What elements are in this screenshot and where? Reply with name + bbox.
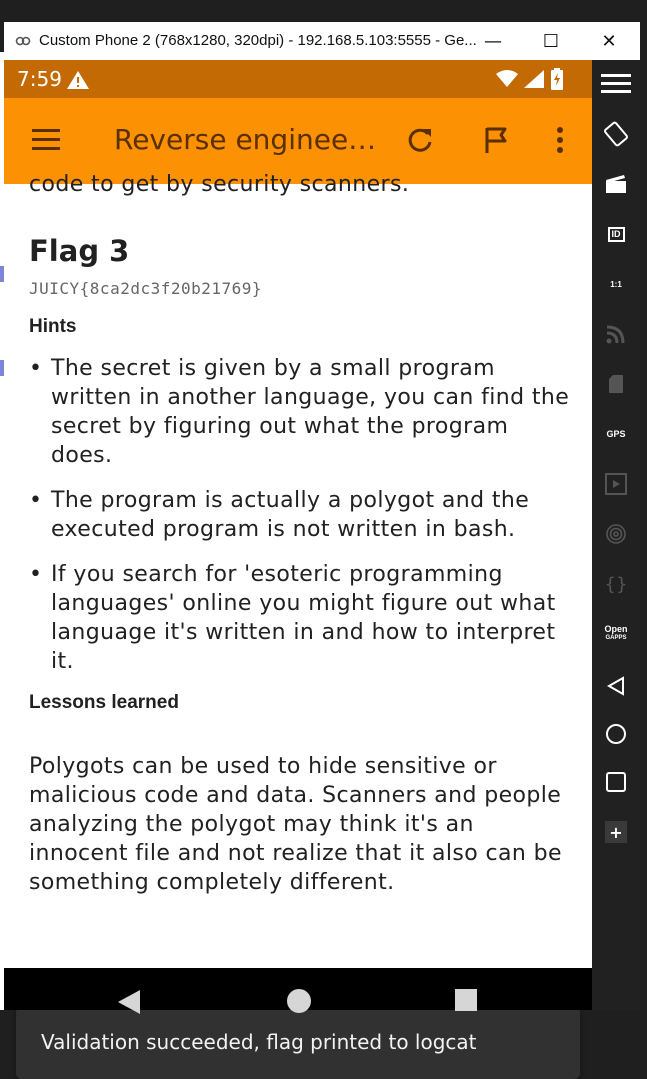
wifi-icon bbox=[496, 70, 518, 92]
partial-paragraph: code to get by security scanners. bbox=[29, 172, 410, 197]
menu-icon[interactable] bbox=[30, 126, 62, 154]
cell-signal-icon bbox=[524, 70, 544, 92]
back-icon[interactable] bbox=[598, 668, 634, 704]
gps-icon[interactable] bbox=[598, 416, 634, 452]
window-title: Custom Phone 2 (768x1280, 320dpi) - 192.168.5.103:5555 - Ge... bbox=[39, 32, 477, 49]
media-icon[interactable] bbox=[598, 466, 634, 502]
id-icon[interactable] bbox=[598, 216, 634, 252]
flag-icon[interactable] bbox=[478, 122, 514, 158]
gapps-label: GAPPS bbox=[605, 635, 627, 641]
maximize-button[interactable]: ☐ bbox=[542, 30, 560, 52]
plus-label: + bbox=[605, 821, 627, 843]
emulator-toolbar bbox=[592, 60, 640, 1010]
id-label: ID bbox=[608, 227, 625, 242]
hint-text: The secret is given by a small program written in another language, you can find the secret by figuring out what the program does. bbox=[51, 356, 570, 468]
ratio-label: 1:1 bbox=[610, 279, 622, 289]
open-gapps-icon[interactable] bbox=[598, 616, 634, 652]
emulator-window bbox=[4, 22, 640, 1054]
cast-icon[interactable] bbox=[598, 316, 634, 352]
toast-message: Validation succeeded, flag printed to logcat bbox=[41, 1030, 477, 1054]
warning-icon bbox=[66, 70, 90, 94]
list-item: • If you search for 'esoteric programming languages' online you might figure out what language it's written in and how to interpret it. bbox=[29, 562, 556, 674]
status-time: 7:59 bbox=[17, 67, 62, 91]
status-icons bbox=[496, 68, 564, 94]
nav-home-icon[interactable] bbox=[286, 988, 312, 1018]
status-bar bbox=[4, 60, 592, 98]
nav-recents-icon[interactable] bbox=[454, 988, 478, 1016]
emulator-logo-icon bbox=[14, 34, 32, 48]
aspect-ratio-icon[interactable] bbox=[598, 266, 634, 302]
plus-icon[interactable] bbox=[598, 814, 634, 850]
recents-icon[interactable] bbox=[598, 764, 634, 800]
hamburger-icon[interactable] bbox=[598, 66, 634, 102]
screen-record-icon[interactable] bbox=[598, 166, 634, 202]
hint-text: The program is actually a polygot and the executed program is not written in bash. bbox=[51, 488, 530, 542]
flag-heading: Flag 3 bbox=[29, 234, 130, 268]
phone-screen bbox=[4, 60, 592, 1054]
close-button[interactable]: ✕ bbox=[601, 30, 617, 52]
nav-back-icon[interactable] bbox=[116, 988, 142, 1016]
sd-card-icon[interactable] bbox=[598, 366, 634, 402]
page-title: Reverse enginee… bbox=[114, 123, 377, 156]
battery-charging-icon bbox=[550, 68, 564, 94]
open-label: Open bbox=[604, 624, 628, 634]
fingerprint-icon[interactable] bbox=[598, 516, 634, 552]
rotate-icon[interactable] bbox=[598, 116, 634, 152]
window-title-bar[interactable] bbox=[4, 22, 640, 60]
home-icon[interactable] bbox=[598, 716, 634, 752]
code-icon[interactable]: {} bbox=[604, 573, 628, 595]
minimize-button[interactable]: — bbox=[484, 30, 502, 52]
content-body bbox=[29, 170, 574, 897]
nav-bar bbox=[4, 968, 592, 1010]
lessons-heading: Lessons learned bbox=[29, 692, 179, 713]
gps-label: GPS bbox=[606, 428, 626, 439]
more-vert-icon[interactable] bbox=[542, 122, 578, 158]
lessons-paragraph: Polygots can be used to hide sensitive or malicious code and data. Scanners and people analyzing the polygot may think it's an innocent file and not realize that it also can be something completely different. bbox=[29, 754, 562, 895]
list-item: • The secret is given by a small program written in another language, you can find the secret by figuring out what the program does. bbox=[29, 356, 570, 468]
content-scroll-area[interactable] bbox=[4, 172, 592, 1054]
refresh-icon[interactable] bbox=[402, 122, 438, 158]
hint-text: If you search for 'esoteric programming languages' online you might figure out what language it's written in and how to interpret it. bbox=[51, 562, 556, 674]
hints-list bbox=[29, 354, 574, 676]
list-item: • The program is actually a polygot and the executed program is not written in bash. bbox=[29, 488, 530, 542]
flag-code: JUICY{8ca2dc3f20b21769} bbox=[29, 279, 263, 298]
hints-heading: Hints bbox=[29, 316, 77, 337]
